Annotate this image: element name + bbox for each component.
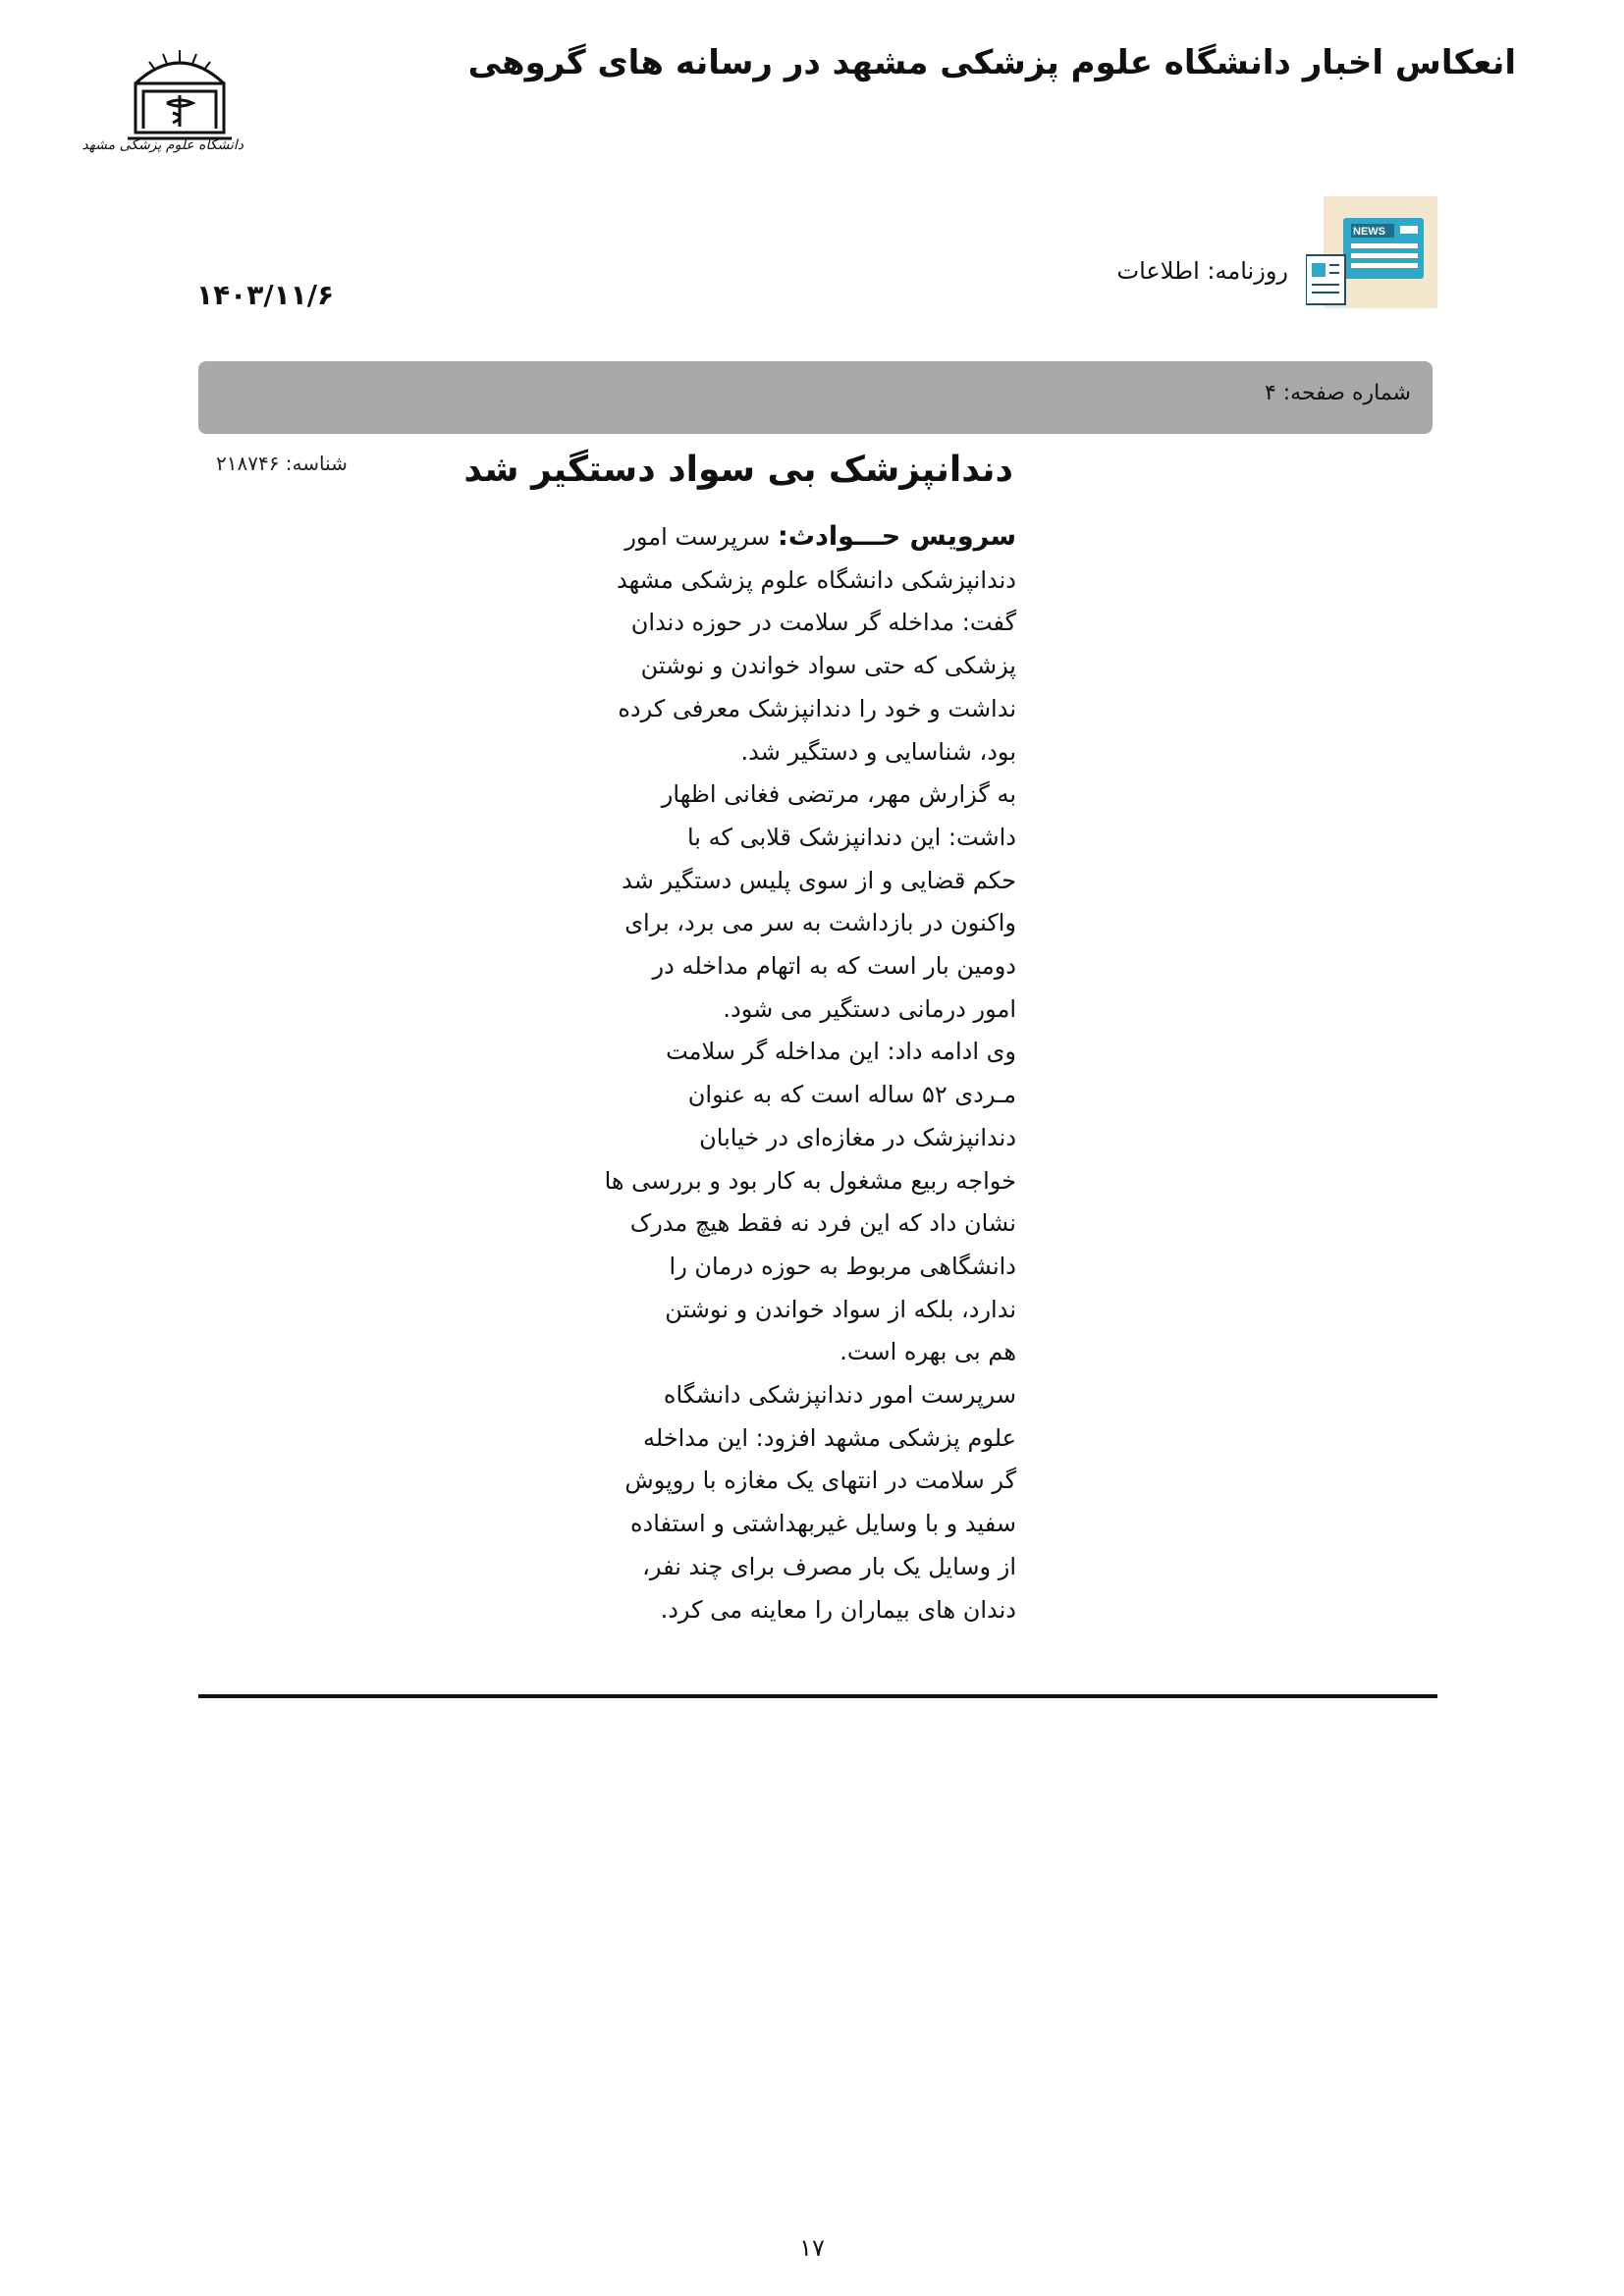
- article-line: هم بی بهره است.: [839, 1338, 1016, 1366]
- logo-caption: دانشگاه علوم پزشکی مشهد: [81, 137, 244, 153]
- article-line: دندانپزشکی دانشگاه علوم پزشکی مشهد: [616, 565, 1016, 594]
- article-body: [604, 515, 1016, 1631]
- article-line: سفید و با وسایل غیربهداشتی و استفاده: [629, 1510, 1016, 1538]
- section-divider: [198, 1694, 1437, 1698]
- svg-text:NEWS: NEWS: [1353, 226, 1385, 238]
- article-line: سرویس حـــوادث: سرپرست امور: [624, 521, 1016, 552]
- article-line: وی ادامه داد: این مداخله گر سلامت: [666, 1038, 1016, 1066]
- newspaper-icon: [1306, 196, 1437, 308]
- newspaper-source: روزنامه: اطلاعات: [1116, 257, 1288, 285]
- article-line: امور درمانی دستگیر می شود.: [723, 994, 1016, 1023]
- article-line: بود، شناسایی و دستگیر شد.: [740, 737, 1016, 766]
- article-line: گفت: مداخله گر سلامت در حوزه دندان: [630, 609, 1016, 637]
- article-line: نشان داد که این فرد نه فقط هیچ مدرک: [629, 1209, 1016, 1238]
- article-line: از وسایل یک بار مصرف برای چند نفر،: [642, 1552, 1016, 1580]
- article-line: گر سلامت در انتهای یک مغازه با روپوش: [624, 1467, 1016, 1495]
- article-line: نداشت و خود را دندانپزشک معرفی کرده: [618, 694, 1016, 722]
- article-line: دانشگاهی مربوط به حوزه درمان را: [669, 1252, 1016, 1280]
- article-line: دندان های بیماران را معاینه می کرد.: [660, 1595, 1016, 1624]
- service-tag: سرویس حـــوادث:: [778, 521, 1016, 552]
- article-line: دومین بار است که به اتهام مداخله در: [652, 952, 1016, 981]
- article-line: پزشکی که حتی سواد خواندن و نوشتن: [640, 652, 1016, 680]
- article-line: سرپرست امور دندانپزشکی دانشگاه: [663, 1381, 1016, 1410]
- footer-page-number: ۱۷: [799, 2234, 825, 2262]
- article-line: ندارد، بلکه از سواد خواندن و نوشتن: [665, 1295, 1016, 1323]
- article-headline: دندانپزشک بی سواد دستگیر شد: [463, 450, 1013, 490]
- article-line: علوم پزشکی مشهد افزود: این مداخله: [642, 1423, 1016, 1452]
- publication-date: ۱۴۰۳/۱۱/۶: [196, 279, 335, 311]
- article-line: دندانپزشک در مغازه‌ای در خیابان: [699, 1123, 1016, 1151]
- article-line: به گزارش مهر، مرتضی فغانی اظهار: [661, 780, 1016, 809]
- article-line: مـردی ۵۲ ساله است که به عنوان: [687, 1081, 1016, 1109]
- article-line: خواجه ربیع مشغول به کار بود و بررسی ها: [604, 1166, 1016, 1195]
- article-line: واکنون در بازداشت به سر می برد، برای: [624, 909, 1016, 937]
- page-number-label: شماره صفحه: ۴: [1264, 381, 1411, 405]
- article-line: داشت: این دندانپزشک قلابی که با: [686, 823, 1016, 851]
- page-header-title: انعکاس اخبار دانشگاه علوم پزشکی مشهد در رسانه های گروهی: [467, 43, 1516, 82]
- page-number-bar: [198, 361, 1433, 434]
- document-id: شناسه: ۲۱۸۷۴۶: [216, 452, 348, 475]
- article-line: حکم قضایی و از سوی پلیس دستگیر شد: [622, 866, 1016, 894]
